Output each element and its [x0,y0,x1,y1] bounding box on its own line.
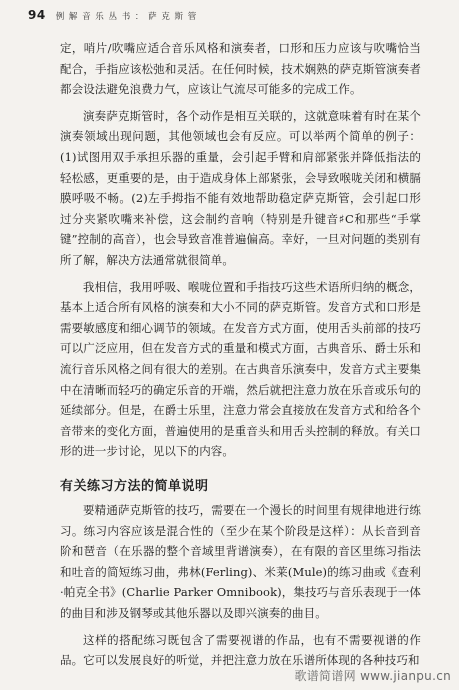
paragraph-5: 这样的搭配练习既包含了需要视谱的作品，也有不需要视谱的作品。它可以发展良好的听觉，并把注意力放在乐谱所体现的各种技巧和 [60,632,421,668]
main-text-top [60,38,421,468]
running-title: 例 解 音 乐 丛 书 ： 萨 克 斯 管 [55,12,198,22]
paragraph-4: 要精通萨克斯管的技巧，需要在一个漫长的时间里有规律地进行练习。练习内容应该是混合性的（至少在某个阶段是这样）：从长音到音阶和琶音（在乐器的整个音域里背谱演奏），在有限的音区里练习指法和吐音的简短练习曲，弗林(Ferling)、米莱(Mule)的练习曲或《查利·帕克全书》(Charlie Parker Omnibook)，集技巧与音乐表现于一体的曲目和涉及钢琴或其他乐器以及即兴演奏的曲目。 [60,503,421,620]
paragraph-1: 定，哨片/吹嘴应适合音乐风格和演奏者，口形和压力应该与吹嘴恰当配合，手指应该松弛和灵活。在任何时候，技术娴熟的萨克斯管演奏者都会设法避免浪费力气，应该让气流尽可能多的完成工作。 [60,41,421,97]
paragraph-2: 演奏萨克斯管时，各个动作是相互关联的，这就意味着有时在某个演奏领域出现问题，其他领域也会有反应。可以举两个简单的例子：(1)试图用双手承担乐器的重量，会引起手臂和肩部紧张并降低指法的轻松感，更重要的是，由于造成身体上部紧张，会导致喉咙关闭和横膈膜呼吸不畅。(2)左手拇指不能有效地帮助稳定萨克斯管，会引起口形过分夹紧吹嘴来补偿，这会制约音响（特别是升键音♯C和那些“手掌键”控制的高音），也会导致音准普遍偏高。幸好，一旦对问题的类别有所了解，解决方法通常就很简单。 [60,108,421,267]
site-watermark: 歌谱简谱网 www.jianpu.cn [294,669,451,683]
section-heading: 有关练习方法的简单说明 [60,479,209,494]
paragraph-3: 我相信，我用呼吸、喉咙位置和手指技巧这些术语所归纳的概念，基本上适合所有风格的演奏和大小不同的萨克斯管。发音方式和口形是需要敏感度和细心调节的领域。在发音方式方面，使用舌头前部的技巧可以广泛应用，但在发音方式的重量和模式方面，古典音乐、爵士乐和流行音乐风格之间有很大的差别。在古典音乐演奏中，发音方式主要集中在清晰而轻巧的确定乐音的开端，然后就把注意力放在乐音或乐句的延续部分。但是，在爵士乐里，注意力常会直接放在发音方式和给各个音带来的变化方面，普遍使用的是重音头和用舌头控制的释放。有关口形的进一步讨论，见以下的内容。 [60,279,421,459]
main-text-bottom [60,500,421,677]
page-number: 94 [28,8,46,22]
page-header [28,8,197,26]
